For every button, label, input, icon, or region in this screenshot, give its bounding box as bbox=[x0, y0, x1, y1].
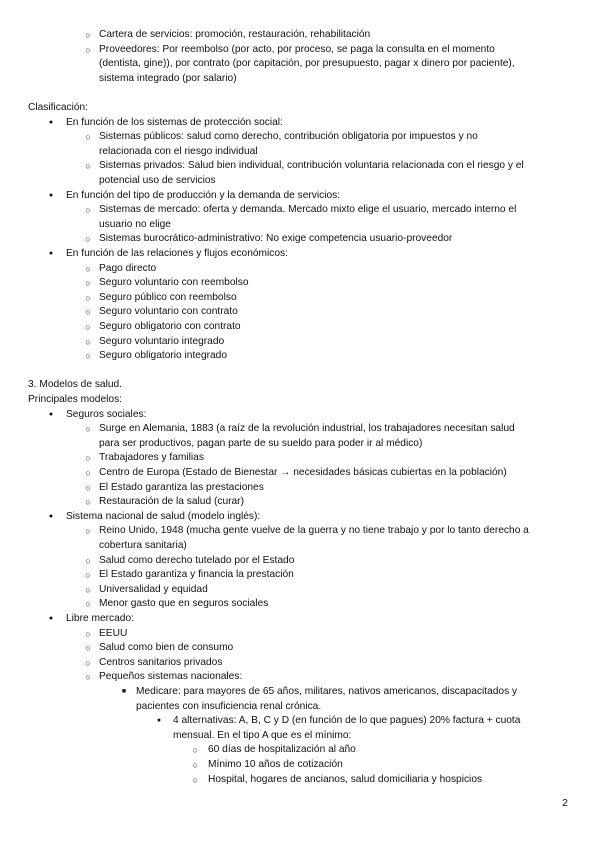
bullet-icon: ○ bbox=[192, 774, 198, 785]
list-item: Seguro voluntario con contrato bbox=[99, 306, 238, 318]
list-item: Libre mercado: bbox=[66, 613, 134, 624]
bullet-icon: ○ bbox=[85, 44, 91, 55]
list-item: Reino Unido, 1948 (mucha gente vuelve de la guerra y no tiene trabajo y por lo tanto derecho a bbox=[99, 525, 529, 537]
bullet-icon: ○ bbox=[85, 599, 91, 610]
bullet-icon: ○ bbox=[85, 132, 91, 143]
list-item: Seguro voluntario integrado bbox=[99, 335, 225, 347]
list-item: para ser productivos, pagan parte de su sueldo para poder ir al médico) bbox=[99, 437, 423, 449]
list-item: EEUU bbox=[99, 627, 128, 639]
bullet-icon: ○ bbox=[85, 497, 91, 508]
list-item: El Estado garantiza y financia la prestación bbox=[99, 569, 294, 581]
list-item: Sistemas públicos: salud como derecho, contribución obligatoria por impuestos y no bbox=[99, 131, 478, 143]
list-item: cobertura sanitaria) bbox=[99, 540, 187, 551]
list-item: Salud como derecho tutelado por el Estado bbox=[99, 554, 295, 566]
bullet-icon: ○ bbox=[85, 424, 91, 435]
list-item: En función de las relaciones y flujos económicos: bbox=[66, 248, 288, 259]
bullet-icon: ● bbox=[48, 250, 54, 257]
paragraph-line: Clasificación: bbox=[28, 102, 89, 113]
list-item: relacionada con el riesgo individual bbox=[99, 145, 258, 157]
list-item: El Estado garantiza las prestaciones bbox=[99, 481, 264, 493]
list-item: Trabajadores y familias bbox=[99, 452, 204, 464]
list-item: Pago directo bbox=[99, 262, 157, 274]
bullet-icon: ○ bbox=[85, 322, 91, 332]
list-item: Seguro obligatorio con contrato bbox=[99, 321, 241, 332]
list-item: potencial uso de servicios bbox=[99, 175, 216, 186]
bullet-icon: ○ bbox=[85, 336, 91, 347]
list-item: Menor gasto que en seguros sociales bbox=[99, 598, 269, 610]
bullet-icon: ○ bbox=[85, 628, 91, 639]
bullet-icon: ○ bbox=[85, 468, 91, 478]
list-item: Universalidad y equidad bbox=[99, 583, 208, 595]
list-item: Seguro obligatorio integrado bbox=[99, 350, 228, 362]
list-item: Hospital, hogares de ancianos, salud domiciliaria y hospicios bbox=[208, 773, 483, 785]
list-item: mensual. En el tipo A que es el mínimo: bbox=[173, 729, 352, 741]
bullet-icon: ● bbox=[48, 615, 54, 622]
paragraph-line: Principales modelos: bbox=[28, 394, 122, 405]
list-item: Mínimo 10 años de cotización bbox=[208, 759, 343, 770]
list-item: usuario no elige bbox=[99, 218, 171, 230]
bullet-icon: ○ bbox=[85, 570, 91, 581]
bullet-icon: ○ bbox=[85, 234, 91, 245]
bullet-icon: ○ bbox=[85, 584, 91, 595]
list-item: pacientes con insuficiencia renal crónica. bbox=[136, 700, 322, 712]
bullet-icon: ○ bbox=[192, 745, 198, 756]
bullet-icon: ○ bbox=[85, 205, 91, 216]
bullet-icon: ○ bbox=[85, 161, 91, 172]
list-item: Sistemas privados: Salud bien individual, contribución voluntaria relacionada con el riesgo y el bbox=[99, 160, 524, 172]
bullet-icon: ● bbox=[48, 512, 54, 520]
list-item: Centro de Europa (Estado de Bienestar → necesidades básicas cubiertas en la población) bbox=[99, 467, 507, 478]
bullet-icon: ○ bbox=[85, 351, 91, 362]
list-item: Sistemas burocrático-administrativo: No exige competencia usuario-proveedor bbox=[99, 233, 453, 245]
list-item: En función de los sistemas de protección social: bbox=[66, 116, 283, 128]
list-item: Sistema nacional de salud (modelo inglés): bbox=[66, 510, 261, 522]
bullet-icon: ○ bbox=[192, 760, 198, 770]
bullet-icon: ○ bbox=[85, 555, 91, 566]
list-item: Salud como bien de consumo bbox=[99, 642, 234, 654]
bullet-icon: ● bbox=[48, 191, 54, 199]
bullet-icon: ○ bbox=[85, 30, 91, 40]
list-item: Seguro público con reembolso bbox=[99, 291, 237, 303]
bullet-icon: ○ bbox=[85, 526, 91, 537]
bullet-icon: ■ bbox=[121, 688, 127, 695]
list-item: Centros sanitarios privados bbox=[99, 656, 223, 668]
bullet-icon: ○ bbox=[85, 278, 91, 289]
page-number: 2 bbox=[562, 797, 568, 809]
list-item: Sistemas de mercado: oferta y demanda. Mercado mixto elige el usuario, mercado interno el bbox=[99, 204, 517, 216]
bullet-icon: ○ bbox=[85, 482, 91, 493]
list-item: Surge en Alemania, 1883 (a raíz de la revolución industrial, los trabajadores necesitan salud bbox=[99, 423, 515, 435]
list-item: En función del tipo de producción y la demanda de servicios: bbox=[66, 189, 341, 201]
list-item: Pequeños sistemas nacionales: bbox=[99, 671, 243, 683]
list-item: Cartera de servicios: promoción, restauración, rehabilitación bbox=[99, 29, 371, 40]
list-item: (dentista, gine)), por contrato (por capitación, por presupuesto, pagar x dinero por paciente), bbox=[99, 58, 515, 70]
list-item: Medicare: para mayores de 65 años, militares, nativos americanos, discapacitados y bbox=[136, 686, 518, 697]
bullet-icon: ○ bbox=[85, 307, 91, 318]
list-item: Seguro voluntario con reembolso bbox=[99, 277, 249, 289]
bullet-icon: ● bbox=[48, 410, 54, 418]
bullet-icon: ○ bbox=[85, 672, 91, 683]
bullet-icon: ● bbox=[48, 118, 54, 126]
bullet-icon: ○ bbox=[85, 263, 91, 274]
paragraph-line: 3. Modelos de salud. bbox=[28, 379, 123, 391]
list-item: 60 días de hospitalización al año bbox=[208, 744, 356, 756]
list-item: Seguros sociales: bbox=[66, 408, 147, 420]
bullet-icon: ○ bbox=[85, 657, 91, 668]
list-item: sistema integrado (por salario) bbox=[99, 72, 237, 84]
list-item: 4 alternativas: A, B, C y D (en función de lo que pagues) 20% factura + cuota bbox=[173, 715, 521, 727]
bullet-icon: ● bbox=[156, 717, 162, 725]
list-item: Restauración de la salud (curar) bbox=[99, 496, 244, 508]
list-item: Proveedores: Por reembolso (por acto, por proceso, se paga la consulta en el momento bbox=[99, 43, 495, 55]
bullet-icon: ○ bbox=[85, 292, 91, 303]
bullet-icon: ○ bbox=[85, 453, 91, 464]
bullet-icon: ○ bbox=[85, 643, 91, 654]
